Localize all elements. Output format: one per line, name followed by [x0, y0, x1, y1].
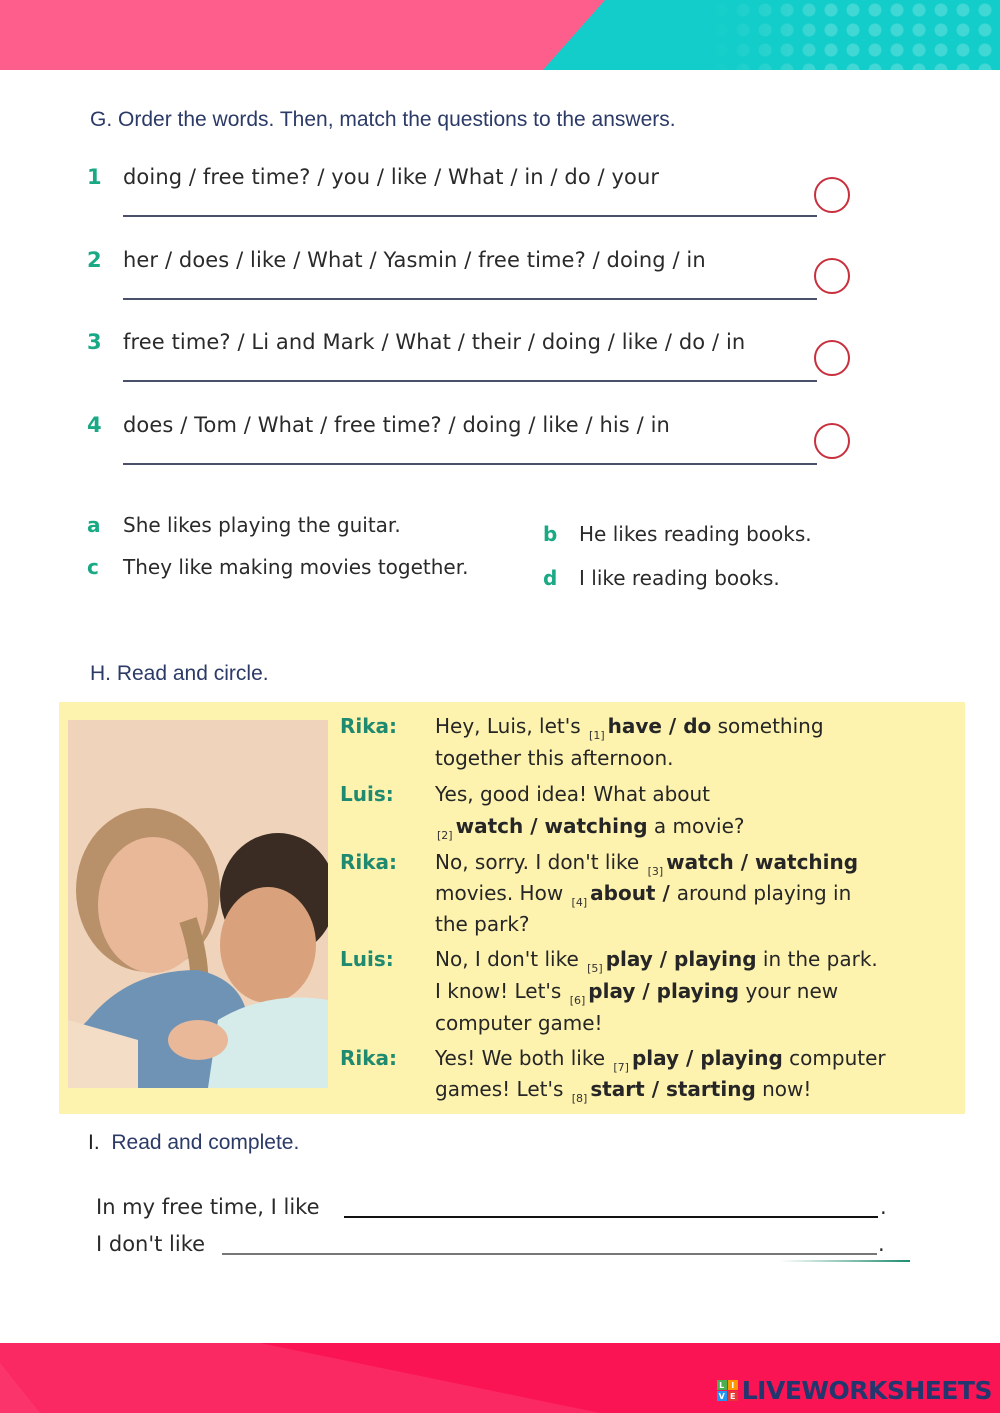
choice-have[interactable]: have [607, 714, 662, 738]
girl-and-boy-photo [68, 720, 328, 1088]
speech-text: something [711, 714, 824, 738]
speaker-label: Rika: [340, 714, 398, 738]
choice-playing[interactable]: playing [656, 979, 740, 1003]
speaker-label: Luis: [340, 947, 394, 971]
match-circle-3[interactable] [814, 340, 850, 376]
question-words: does / Tom / What / free time? / doing / like / his / in [123, 413, 670, 437]
liveworksheets-brand[interactable] [717, 1376, 992, 1405]
speaker-label: Rika: [340, 850, 398, 874]
choice-watching[interactable]: watching [544, 814, 648, 838]
answer-letter: b [543, 522, 558, 546]
choice-play[interactable]: play [605, 947, 653, 971]
speech-text: movies. How [435, 881, 570, 905]
answer-a [87, 513, 401, 537]
choice-separator: / [652, 947, 675, 971]
dialogue-line [435, 1073, 811, 1115]
choice-about[interactable]: about [590, 881, 656, 905]
speech-text: now! [755, 1077, 812, 1101]
speech-text: No, sorry. I don't like [435, 850, 646, 874]
question-row-1 [87, 165, 847, 225]
brand-name: LIVEWORKSHEETS [741, 1376, 992, 1405]
logo-letter: I [728, 1380, 738, 1390]
choice-play[interactable]: play [588, 979, 636, 1003]
question-words: her / does / like / What / Yasmin / free time? / doing / in [123, 248, 706, 272]
question-number: 2 [87, 248, 102, 272]
question-row-2 [87, 248, 847, 308]
gap-number: [8] [571, 1092, 588, 1105]
header-banner [0, 0, 1000, 70]
speech-text: No, I don't like [435, 947, 586, 971]
logo-letter: V [718, 1391, 725, 1401]
gap-number: [5] [587, 962, 603, 975]
speech-text: in the park. [756, 947, 878, 971]
choice-separator: / [635, 979, 657, 1003]
choice-do[interactable]: do [683, 714, 712, 738]
dialogue-line: Yes, good idea! What about [435, 782, 711, 806]
gap-number: [7] [613, 1061, 629, 1074]
question-number: 1 [87, 165, 102, 189]
section-i-label: Read and complete. [111, 1131, 300, 1154]
choice-playing[interactable]: playing [674, 947, 757, 971]
gap-number: [4] [571, 896, 588, 909]
choice-separator: / [733, 850, 756, 874]
speech-text: computer [782, 1046, 886, 1070]
answer-letter: c [87, 555, 99, 579]
live-logo-icon [717, 1380, 738, 1401]
question-row-3 [87, 330, 847, 390]
speech-text: games! Let's [435, 1077, 570, 1101]
logo-letter: E [728, 1391, 738, 1401]
choice-separator: / [523, 814, 545, 838]
speech-text: Yes! We both like [435, 1046, 612, 1070]
speech-text: playing in [747, 881, 852, 905]
complete-input-2[interactable] [222, 1253, 877, 1255]
answer-text: He likes reading books. [579, 522, 812, 546]
match-circle-1[interactable] [814, 177, 850, 213]
choice-around[interactable]: around [676, 881, 748, 905]
gap-number: [1] [589, 729, 605, 742]
header-dot-pattern [710, 0, 1000, 70]
choice-separator: / [644, 1077, 666, 1101]
question-number: 3 [87, 330, 102, 354]
dialogue-line: the park? [435, 912, 530, 936]
question-number: 4 [87, 413, 102, 437]
answer-letter: a [87, 513, 101, 537]
answer-c [87, 555, 468, 579]
speech-text: a movie? [647, 814, 745, 838]
question-row-4 [87, 413, 847, 473]
choice-watch[interactable]: watch [455, 814, 524, 838]
footer-banner [0, 1343, 1000, 1413]
section-h-title: H. Read and circle. [90, 662, 269, 685]
choice-watch[interactable]: watch [666, 850, 734, 874]
speech-text: Hey, Luis, let's [435, 714, 588, 738]
section-g-title: G. Order the words. Then, match the questions to the answers. [90, 108, 676, 131]
gap-number: [6] [569, 994, 586, 1007]
logo-letter: L [717, 1380, 727, 1390]
section-i-title [88, 1131, 299, 1155]
section-i-number: I. [88, 1131, 100, 1154]
question-words: doing / free time? / you / like / What / in / do / your [123, 165, 660, 189]
speech-text: your new [739, 979, 839, 1003]
dialogue-line: together this afternoon. [435, 746, 674, 770]
match-circle-4[interactable] [814, 423, 850, 459]
answer-b [543, 522, 812, 546]
choice-watching[interactable]: watching [755, 850, 859, 874]
question-words: free time? / Li and Mark / What / their / doing / like / do / in [123, 330, 746, 354]
photo-illustration-icon [68, 720, 328, 1088]
choice-separator: / [679, 1046, 701, 1070]
speaker-label: Rika: [340, 1046, 398, 1070]
answer-text: I like reading books. [579, 566, 780, 590]
speech-text: I know! Let's [435, 979, 568, 1003]
answer-letter: d [543, 566, 558, 590]
choice-start[interactable]: start [590, 1077, 645, 1101]
answer-input-line-2[interactable] [123, 298, 817, 300]
choice-separator: / [655, 881, 677, 905]
answer-d [543, 566, 780, 590]
choice-starting[interactable]: starting [665, 1077, 756, 1101]
gap-number: [3] [647, 865, 664, 878]
decorative-underline [780, 1260, 910, 1262]
answer-input-line-3[interactable] [123, 380, 817, 382]
answer-text: She likes playing the guitar. [123, 513, 401, 537]
complete-prompt-1: In my free time, I like [96, 1195, 320, 1219]
dialogue-line: computer game! [435, 1011, 603, 1035]
match-circle-2[interactable] [814, 258, 850, 294]
answer-text: They like making movies together. [123, 555, 469, 579]
choice-separator: / [661, 714, 684, 738]
answer-input-line-1[interactable] [123, 215, 817, 217]
answer-input-line-4[interactable] [123, 463, 817, 465]
choice-playing[interactable]: playing [700, 1046, 783, 1070]
speaker-label: Luis: [340, 782, 394, 806]
gap-number: [2] [437, 829, 453, 842]
complete-input-1[interactable] [344, 1216, 878, 1218]
end-punctuation: . [878, 1232, 885, 1256]
choice-play[interactable]: play [631, 1046, 680, 1070]
complete-prompt-2: I don't like [96, 1232, 206, 1256]
end-punctuation: . [880, 1195, 887, 1219]
